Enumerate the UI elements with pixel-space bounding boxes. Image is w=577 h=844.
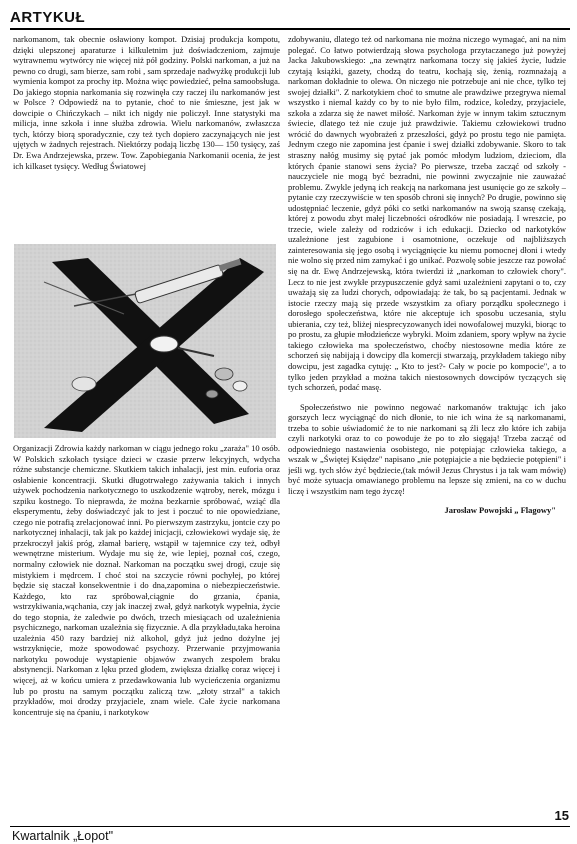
article-paragraph: Organizacji Zdrowia każdy narkoman w ciągu jednego roku „zaraża" 10 osób. W Polskich szkołach tysiące dzieci w czasie przerw lekcyjnych, wdycha różne substancje chemiczne. Skutkiem takich inhalacji, jest min. euforia oraz osłabienie koncentracji. Skutki długotrwałego zażywania takich i innych używek pochodzenia narkotycznego to uszkodzenie wątroby, nerek, mózgu i szpiku kostnego. To nieprawda, że można bezkarnie spróbować, wziąć dla eksperymentu, żeby doświadczyć jak to jest i poczuć to nie opowiedziane, czego nie potrafią zrelacjonować inni. Po pierwszym zastrzyku, jontcie czy po narkotycznej inhalacji, tak jak po każdej inicjacji, człowiekowi wydaje się, że przekroczył jakiś próg, złamał barierę, wstąpił w tajemnice czy też, odbył wewnętrzne misterium. Wydaje mu się że, wie lepiej, poznał coś, czego, normalny człowiek nie doznał. Narkoman na początku swej drogi, czuje się mistykiem i mędrcem. I choć stoi na szczycie równi pochyłej, po której będzie się staczał konsekwentnie i do dna,zapomina o niebezpieczeństwie. Każdego, kto raz spróbował,ciągnie do grzania, ćpania, wstrzykiwania,wąchania, czy jak inaczej zwał, gdyż narkotyk wypełnia, życie do tego stopnia, że zaledwie po dwóch, trzech miesiącach od uzależnienia psychicznego, narkoman uzależnia się fizycznie. A dla przykładu,taka heroina uzależnia 450 razy bardziej niż alkohol, gdyż już jedno dożylne jej wstrzyknięcie, może spowodować psychozy. Przerwanie przyjmowania narkotyku powoduje wystąpienie objawów zwanych zespołem braku abstynencji. Narkoman z lęku przed głodem, zwiększa działkę coraz więcej i więcej, aż w końcu umiera z przedawkowania lub wycieńczenia organizmu lub po prostu na samym początku zaliczą tzw. „złoty strzał" a takich przykładów, moi drodzy przyjaciele, znam wiele. Całe życie narkomana koncentruje się na ćpaniu, i narkotykow (13, 443, 280, 717)
author-signature: Jarosław Powojski „ Flagowy" (444, 504, 556, 515)
article-paragraph: narkomanom, tak obecnie osławiony kompot. Dzisiaj produkcja kompotu, dzięki ulepszonej aparaturze i kilkuletnim już doświadczeniom, zajmuje wytrawnemu wytwórcy nie więcej niż pół godziny. Polski narkoman, a już na pewno co drugi, sam bierze, sam robi , sam sprzedaje nadwyżkę produkcji lub wymienia kompot za prochy itp. Można więc powiedzieć, pełna samoobsługa. Do jakiego stopnia narkomania się rozwinęła czy raczej ilu narkomanów jest w Polsce ? Odpowiedź na to pytanie, choć to nie śmieszne, jest jak w dowcipie o Chińczykach – nikt ich nigdy nie policzył. Inne statystyki ma milicja, inne szkoła i inne służba zdrowia. Wielu narkomanów, zwłaszcza tych, którzy biorą sporadycznie, czy też tych dopiero zaczynających nie jest ujętych w żadnych rejestrach. Niektórzy podają liczbę 130— 150 tysięcy, zaś Dr. Ewa Andrzejewska, przew. Tow. Zapobiegania Narkomanii ocenia, że jest ich kilkaset tysięcy. Według Światowej (13, 34, 280, 171)
article-column-left-top (13, 34, 280, 239)
article-paragraph: Społeczeństwo nie powinno negować narkomanów traktując ich jako gorszych lecz wyciągnąć do nich dłonie, to nie ich wina że są narkomanami, trzeba to sobie uświadomić że to nie narkomani są źli lecz zło które ich zabija czyli narkotyki oraz to co powoduje że po to zło sięgają! Trzeba zacząć od odpowiedniego nastawienia osobistego, nie potępiając człowieka takiego, a wszak w „Świętej Księdze" napisano „nie potępiajcie a nie będziecie potępieni" i jeśli wg. tych słów żyć będziecie,(tak mówił Jezus Chrystus i ja tak wam mówię) być może sytuacja omawianego problemu na lepsze się zmieni, na co w duchu liczę i wszystkim nam tego życzę! (288, 401, 566, 496)
article-illustration (14, 244, 276, 438)
section-title: ARTYKUŁ (10, 9, 86, 26)
publication-title: Kwartalnik „Łopot" (12, 829, 114, 843)
header-rule (10, 28, 570, 30)
page-number: 15 (554, 808, 569, 823)
footer-rule (10, 826, 570, 827)
drug-paraphernalia-illustration (14, 244, 276, 438)
article-paragraph: zdobywaniu, dlatego też od narkomana nie można niczego wymagać, ani na nim polegać. Co łatwo potwierdzają słowa psychologa przytaczanego już powyżej Jacka Jakubowskiego: „na zewnątrz narkomana toczy się jakieś życie, ludzie czytają książki, gazety, chodzą do teatru, kochają się, żenią, rozmnażają a narkoman dokładnie to olewa. On niczego nie potrzebuje ani nie chce, tylko tej swojej działki". Z narkotykiem choć to smutne ale prawdziwe przegrywa niemal wszystko i niemal każdy co by to nie było film, rodzice, koledzy, przyjaciele, szkoła a zdarza się że nawet miłość. Narkoman żyje w innym takim sztucznym świecie, dlatego też nie czuje już prawdziwie. Takiemu człowiekowi trudno wrócić do dawnych wyobrażeń z przeszłości, gdyż po prostu tego nie pamięta. Jednym czego nie zapomina jest ćpanie i swej działki zdobywanie. Skoro to tak straszny nałóg musimy się pytać jak pomóc młodym ludziom, dzieciom, dla których ćpanie stanowi sens życia? Po pierwsze, trzeba zacząć od szkoły - nauczyciele nie mogą być bezradni, nie powinni zwyczajnie nie zauważać problemu. Zwykle jedyną ich reakcją na narkomana jest usunięcie go ze szkoły – pytanie czy rzeczywiście w ten sposób chroni się innych? Po drugie, powinno się udostępniać leczenie, gdyż póki co setki narkomanów na swoją szansę czekają, której z powodu zbyt małej liczebności ośrodków nie posiadają. I wreszcie, po trzecie, wiele zależy od rodziców i ich edukacji. Dziecko od narkotyków uzależnione jest zagubione i osamotnione, oczekuje od najbliższych zainteresowania się jego osobą i wyciągnięcie ku niemu pomocnej dłoni i wtedy nie wolno się przed nim zamykać i go unikać. Pozwolę sobie jeszcze raz powołać się na dr. Ewę Andrzejewską, która twierdzi iż „narkoman to człowiek chory". Lecz to nie jest zwykłe przypuszczenie gdyż sami uzależnieni zapytani o to, czy uważają się za ludzi chorych, odpowiadają: że tak, bo są pacjentami. Jednak w istocie rzeczy mają się przede wszystkim za ofiary porządku społecznego i dorosłego społeczeństwa, które nie akceptuje ich sposobu uczesania, stylu ubierania, czy też, bliżej niesprecyzowanych idei nowofalowej muzyki, biorąc to po prostu, za głupie młodzieńcze wybryki. Moim zdaniem, spory wpływ na życie takiego człowieka ma społeczeństwo, choćby niestosowne media które ze schorzeń się nabijają i dowcipy dla komercji stwarzają, przykładem takiego niby dowcipu, jest zagadka cytuję: „ Kto to jest?- Cały w pocie po kompocie", a to tylko jeden przykład a można takich niestosownych dowcipów tyczących się tych schorzeń, podać masę. (288, 34, 566, 393)
article-column-right (288, 34, 566, 784)
article-column-left-bottom (13, 443, 280, 803)
